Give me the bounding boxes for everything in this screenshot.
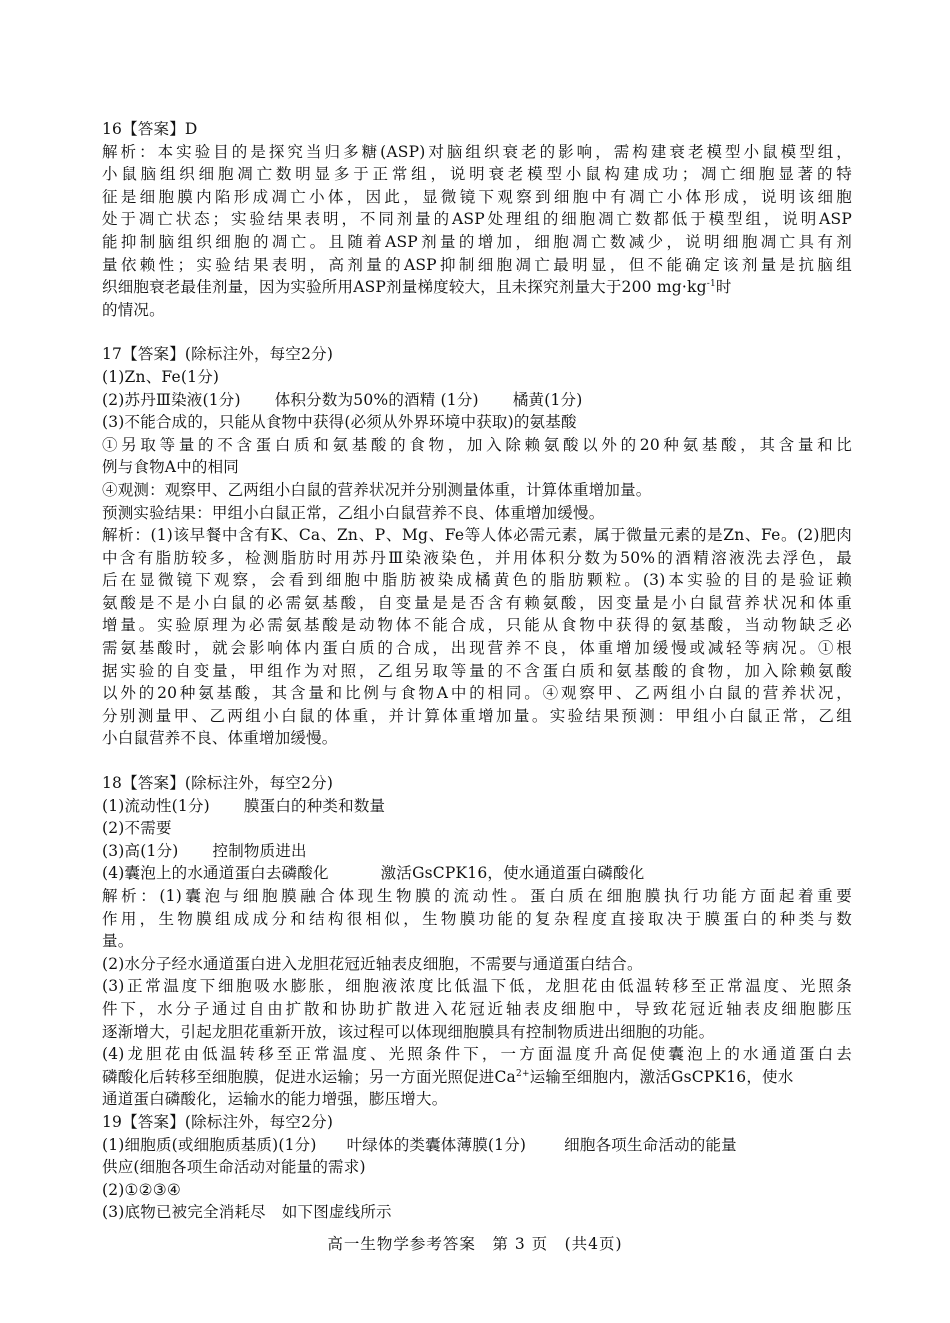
q18-answer-3-part: 控制物质进出 <box>212 841 307 860</box>
q18-analysis-line: 解析：(1)囊泡与细胞膜融合体现生物膜的流动性。蛋白质在细胞膜执行功能方面起着重要 <box>102 887 852 905</box>
q16-analysis-line: 能抑制脑组织细胞的凋亡。且随着ASP剂量的增加，细胞凋亡数减少，说明细胞凋亡具有剂 <box>102 232 852 251</box>
q18-answer-1 <box>102 795 852 818</box>
q17-answer-2 <box>102 389 852 412</box>
q18-analysis-4-line: 通道蛋白磷酸化，运输水的能力增强，膨压增大。 <box>102 1090 448 1109</box>
q16-analysis-line: 的情况。 <box>102 300 165 319</box>
q17-analysis-line: 增量。实验原理为必需氨基酸是动物体不能合成，只能从食物中获得的氨基酸，当动物缺乏必 <box>102 616 852 635</box>
q18-analysis-line: 作用，生物膜组成成分和结构很相似，生物膜功能的复杂程度直接取决于膜蛋白的种类与数 <box>102 909 852 928</box>
q17-analysis-line: 据实验的自变量，甲组作为对照，乙组另取等量的不含蛋白质和氨基酸的食物，加入除赖氨酸 <box>102 661 852 680</box>
q17-answer-1: (1)Zn、Fe(1分) <box>102 367 220 386</box>
q18-analysis-3-line: 逐渐增大，引起龙胆花重新开放，该过程可以体现细胞膜具有控制物质进出细胞的功能。 <box>102 1022 715 1041</box>
q18-answer-3 <box>102 840 852 863</box>
q16-analysis-line: 处于凋亡状态；实验结果表明，不同剂量的ASP处理组的细胞凋亡数都低于模型组，说明ASP <box>102 210 852 229</box>
q18-analysis-4-text: 运输至细胞内，激活GsCPK16，使水 <box>529 1067 794 1086</box>
q17-analysis-line: 氨酸是不是小白鼠的必需氨基酸，自变量是是否含有赖氨酸，因变量是小白鼠营养状况和体重 <box>102 593 852 612</box>
q16-superscript: -1 <box>706 279 716 289</box>
page-footer: 高一生物学参考答案 第 3 页 (共4页) <box>327 1235 623 1253</box>
q19-answer-3-part: (3)底物已被完全消耗尽 <box>102 1203 266 1222</box>
page-content <box>102 118 852 1224</box>
q17-answer-2-part: 体积分数为50%的酒精 (1分) <box>274 390 479 409</box>
q17-prediction: 预测实验结果：甲组小白鼠正常，乙组小白鼠营养不良、体重增加缓慢。 <box>102 503 605 522</box>
q17-analysis-line: 小白鼠营养不良、体重增加缓慢。 <box>102 729 338 748</box>
q19-answer-1-part: 叶绿体的类囊体薄膜(1分) <box>346 1135 527 1154</box>
q18-answer-4-part: 激活GsCPK16，使水通道蛋白磷酸化 <box>380 864 645 883</box>
q17-analysis-line: 分别测量甲、乙两组小白鼠的体重，并计算体重增加量。实验结果预测：甲组小白鼠正常，乙组 <box>102 706 852 725</box>
q16-trailing: 时 <box>715 278 732 297</box>
q16-analysis-line <box>102 276 852 299</box>
q19-answer-1-part: 细胞各项生命活动的能量 <box>564 1135 737 1154</box>
q17-analysis-line: 以外的20种氨基酸，其含量和比例与食物A中的相同。④观察甲、乙两组小白鼠的营养状况， <box>102 684 852 703</box>
q17-answer-3: (3)不能合成的，只能从食物中获得(必须从外界环境中获取)的氨基酸 <box>102 413 577 432</box>
q17-step-1: ①另取等量的不含蛋白质和氨基酸的食物，加入除赖氨酸以外的20种氨基酸，其含量和比 <box>102 435 852 454</box>
q18-answer-1-part: 膜蛋白的种类和数量 <box>243 796 386 815</box>
q19-answer-1-cont: 供应(细胞各项生命活动对能量的需求) <box>102 1158 366 1177</box>
q18-analysis-4-text: 磷酸化后转移至细胞膜，促进水运输；另一方面光照促进Ca <box>102 1067 517 1086</box>
q19-answer-3-part: 如下图虚线所示 <box>281 1203 392 1222</box>
q16-analysis-line: 小鼠脑组织细胞凋亡数明显多于正常组，说明衰老模型小鼠构建成功；凋亡细胞显著的特 <box>102 165 852 184</box>
q19-answer-1 <box>102 1134 852 1157</box>
q16-header: 16【答案】D <box>102 120 198 138</box>
q18-answer-4-part: (4)囊泡上的水通道蛋白去磷酸化 <box>102 864 329 883</box>
q18-analysis-4-line: (4)龙胆花由低温转移至正常温度、光照条件下，一方面温度升高促使囊泡上的水通道蛋白去 <box>102 1045 852 1064</box>
q17-analysis-line: 解析：(1)该早餐中含有K、Ca、Zn、P、Mg、Fe等人体必需元素，属于微量元素的是Zn、Fe。(2)肥肉 <box>102 526 852 545</box>
q17-answer-2-part: 橘黄(1分) <box>512 390 583 409</box>
q16-analysis-line: 征是细胞膜内陷形成凋亡小体，因此，显微镜下观察到细胞中有凋亡小体形成，说明该细胞 <box>102 187 852 206</box>
q18-answer-2: (2)不需要 <box>102 819 172 838</box>
q16-analysis-line: 解析：本实验目的是探究当归多糖(ASP)对脑组织衰老的影响，需构建衰老模型小鼠模型组， <box>102 142 852 161</box>
q18-analysis-line: 量。 <box>102 932 134 951</box>
q17-analysis-line: 中含有脂肪较多，检测脂肪时用苏丹Ⅲ染液染色，并用体积分数为50%的酒精溶液洗去浮色，最 <box>102 548 852 567</box>
q18-header: 18【答案】(除标注外，每空2分) <box>102 774 334 793</box>
q19-answer-2: (2)①②③④ <box>102 1180 181 1199</box>
q19-answer-1-part: (1)细胞质(或细胞质基质)(1分) <box>102 1135 317 1154</box>
q18-answer-1-part: (1)流动性(1分) <box>102 796 210 815</box>
q18-analysis-3-line: 件下，水分子通过自由扩散和协助扩散进入花冠近轴表皮细胞中，导致花冠近轴表皮细胞膨压 <box>102 999 852 1018</box>
q18-ca-superscript: 2+ <box>516 1068 530 1079</box>
q19-answer-3 <box>102 1201 852 1224</box>
q17-step-4: ④观测：观察甲、乙两组小白鼠的营养状况并分别测量体重，计算体重增加量。 <box>102 480 652 499</box>
q18-answer-4 <box>102 862 852 885</box>
q16-analysis-line: 量依赖性；实验结果表明，高剂量的ASP抑制细胞凋亡最明显，但不能确定该剂量是抗脑组 <box>102 255 852 274</box>
q17-analysis-line: 需氨基酸时，就会影响体内蛋白质的合成，出现营养不良，体重增加缓慢或减轻等病况。①根 <box>102 639 852 658</box>
q19-header: 19【答案】(除标注外，每空2分) <box>102 1112 334 1131</box>
q18-analysis-2: (2)水分子经水通道蛋白进入龙胆花冠近轴表皮细胞，不需要与通道蛋白结合。 <box>102 954 643 973</box>
q17-analysis-line: 后在显微镜下观察，会看到细胞中脂肪被染成橘黄色的脂肪颗粒。(3)本实验的目的是验证赖 <box>102 571 852 590</box>
q17-header: 17【答案】(除标注外，每空2分) <box>102 345 334 364</box>
q18-answer-3-part: (3)高(1分) <box>102 841 179 860</box>
q17-answer-2-part: (2)苏丹Ⅲ染液(1分) <box>102 390 241 409</box>
q18-analysis-3-line: (3)正常温度下细胞吸水膨胀，细胞液浓度比低温下低，龙胆花由低温转移至正常温度、光照条 <box>102 977 852 996</box>
q17-step-1: 例与食物A中的相同 <box>102 458 239 477</box>
q18-analysis-4-line <box>102 1066 852 1089</box>
q16-analysis-text: 织细胞衰老最佳剂量，因为实验所用ASP剂量梯度较大，且未探究剂量大于200 mg·kg <box>102 278 707 297</box>
